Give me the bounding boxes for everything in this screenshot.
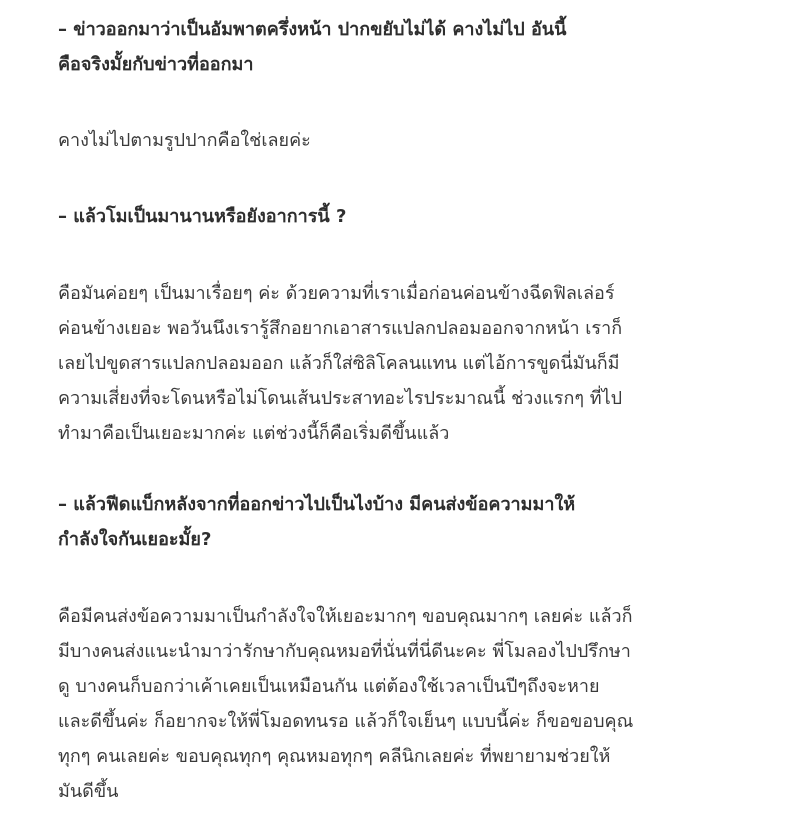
interview-question-2 [58, 199, 346, 234]
answer-1-line-1: คางไม่ไปตามรูปปากคือใช่เลยค่ะ [58, 130, 311, 151]
answer-3-line-5: ทุกๆ คนเลยค่ะ ขอบคุณทุกๆ คุณหมอทุกๆ คลีนิกเลยค่ะ ที่พยายามช่วยให้ [58, 746, 611, 767]
answer-3-line-4: และดีขึ้นค่ะ ก็อยากจะให้พี่โมอดทนรอ แล้วก็ใจเย็นๆ แบบนี้ค่ะ ก็ขอขอบคุณ [58, 711, 634, 732]
answer-2-line-5: ทำมาคือเป็นเยอะมากค่ะ แต่ช่วงนี้ก็คือเริ่มดีขึ้นแล้ว [58, 423, 450, 444]
answer-3-line-2: มีบางคนส่งแนะนำมาว่ารักษากับคุณหมอที่นั่นที่นี่ดีนะคะ พี่โมลองไปปรึกษา [58, 641, 631, 662]
answer-3-line-3: ดู บางคนก็บอกว่าเค้าเคยเป็นเหมือนกัน แต่ต้องใช้เวลาเป็นปีๆถึงจะหาย [58, 676, 600, 697]
question-1-line-1: – ข่าวออกมาว่าเป็นอัมพาตครึ่งหน้า ปากขยับไม่ได้ คางไม่ไป อันนี้ [58, 19, 567, 40]
answer-2-line-2: ค่อนข้างเยอะ พอวันนึงเรารู้สึกอยากเอาสารแปลกปลอมออกจากหน้า เราก็ [58, 318, 623, 339]
question-3-line-2: กำลังใจกันเยอะมั้ย? [58, 529, 212, 550]
answer-2-line-4: ความเสี่ยงที่จะโดนหรือไม่โดนเส้นประสาทอะไรประมาณนี้ ช่วงแรกๆ ที่ไป [58, 388, 623, 409]
interview-question-1 [58, 12, 566, 82]
interview-question-3 [58, 487, 575, 557]
question-2-line-1: – แล้วโมเป็นมานานหรือยังอาการนี้ ? [58, 206, 347, 227]
interview-answer-1 [58, 123, 311, 158]
question-1-line-2: คือจริงมั้ยกับข่าวที่ออกมา [58, 54, 254, 75]
interview-answer-3 [58, 599, 633, 809]
answer-3-line-6: มันดีขึ้น [58, 781, 119, 802]
answer-2-line-1: คือมันค่อยๆ เป็นมาเรื่อยๆ ค่ะ ด้วยความที่เราเมื่อก่อนค่อนข้างฉีดฟิลเล่อร์ [58, 283, 615, 304]
answer-3-line-1: คือมีคนส่งข้อความมาเป็นกำลังใจให้เยอะมากๆ ขอบคุณมากๆ เลยค่ะ แล้วก็ [58, 606, 633, 627]
answer-2-line-3: เลยไปขูดสารแปลกปลอมออก แล้วก็ใส่ซิลิโคลนแทน แต่ไอ้การขูดนี่มันก็มี [58, 353, 620, 374]
interview-answer-2 [58, 276, 622, 451]
question-3-line-1: – แล้วฟีดแบ็กหลังจากที่ออกข่าวไปเป็นไงบ้าง มีคนส่งข้อความมาให้ [58, 494, 576, 515]
